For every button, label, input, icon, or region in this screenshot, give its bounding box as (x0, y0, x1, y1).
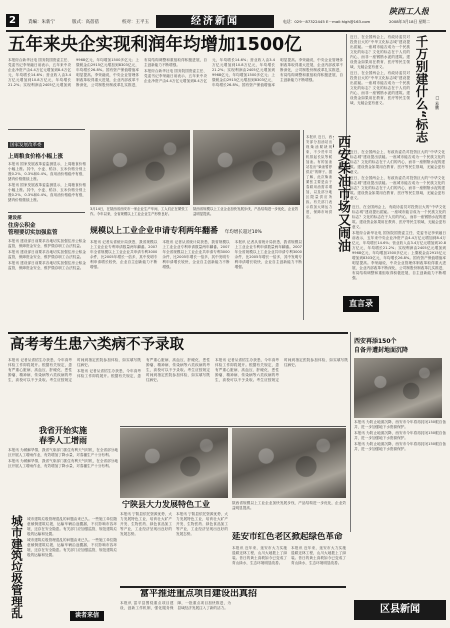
mid-right-text (250, 255, 300, 320)
photo-caption-1: 3月14日，在陕西省西安市一家企业生产车间，工人们正在紧张工作。今年以来，全省规模以上工业企业生产形势良好。 (90, 207, 189, 216)
factory-photo-2 (193, 130, 300, 205)
industry-headline: 规模以上工业企业申请专利两年翻番 年均增长超过10% (90, 226, 262, 235)
xian-divider (303, 130, 304, 320)
environment-body: 本报讯 为缓解旱情，我省气象部门抓住有利天气时机，在全省部分地区开展人工增雨作业，有效增加了降水量，对春播生产十分有利。 本报讯 为缓解旱情，我省气象部门抓住有利天气时机，在全省部分地区开展人工增雨作业，有效增加了降水量，对春播生产十分有利。 (8, 448, 118, 468)
paper-logo: 陕西工人报 (389, 6, 429, 16)
header-rule (6, 30, 446, 32)
sidebar-headline: 城市建筑垃圾管理乱 (10, 515, 24, 619)
bottom-rule (120, 586, 346, 588)
environment-headline: 我省开始实施 春季人工增雨 (39, 426, 87, 445)
left-brief-2 (8, 215, 86, 315)
gaokao-rule (8, 332, 348, 334)
right-column-text: 近日，在全国两会上，有政协委员对投资巨大的“中华文化标志城”建设提出质疑。一座城市能否成为一个民族文化的标志？文化的标志在于人们的内心，而非一座钢筋水泥的建筑。建设资金如果用在教育、医疗等民生领域，无疑会更有意义。 本报综合新华社电 国务院国资委主任、党委书记李荣融日前表示，五年来中央企业净资产由4.4万亿元增加到8.4万亿元，年均增长14.6%；营业收入由3.4万亿元增加到10.8万亿元，年均增长21.2%；实现利润由2405亿元增加到9968亿元，年均增加1500多亿元；上缴税金由2915亿元增加到8303亿元，年均增长26.8%。国有资产保值增值率明显提高。李荣融说，中央企业管理体制改革取得重大进展，企业内部改革不断深化，公司制股份制改革扎实推进，布局结构调整和重组取得积极进展，自主创新能力不断增强。 (352, 205, 446, 280)
bottom-headline: 富平推进重点项目建设出真招 (140, 589, 258, 599)
photo-caption-2: 陕西省规模以上工业企业加快发展步伐，产品结构进一步优化，企业效益明显提高。 (193, 207, 299, 216)
left-brief-rule (8, 129, 85, 130)
yanan-caption: 陕西省规模以上工业企业加快发展步伐，产品结构进一步优化，企业效益明显提高。 (232, 501, 346, 510)
xian-garbage-divider (350, 332, 351, 532)
sidebar-box (8, 515, 118, 623)
industry-subtitle: 年均增长超过10% (224, 230, 262, 235)
brief-body: 本报讯 国家发展改革委监测显示，上周粮食价格小幅上涨。其中，小麦、稻谷、玉米价格分别上涨0.2%、0.3%和0.4%。食用油价格稳中有涨，猪肉价格继续上涨。 本报讯 国家发展改革委监测显示，上周粮食价格小幅上涨。其中，小麦、稻谷、玉米价格分别上涨0.2%、0.3%和0.4%。食用油价格稳中有涨，猪肉价格继续上涨。 (8, 162, 86, 202)
brief-label: 国家发展改革委 (10, 143, 42, 148)
environment-box (8, 426, 118, 514)
editor-credit: 責編：朱新宁 (28, 20, 55, 25)
left-brief-rule-2 (8, 212, 85, 213)
sidebar-body: 城市建筑垃圾管理混乱的问题由来已久。一些施工单位随意倾倒建筑垃圾，运输车辆沿途撒漏，不仅影响市容环境，还存在安全隐患。有关部门应加强监管，规范建筑垃圾的运输和处置。 城市建筑垃圾管理混乱的问题由来已久。一些施工单位随意倾倒建筑垃圾，运输车辆沿途撒漏，不仅影响市容环境，还存在安全隐患。有关部门应加强监管，规范建筑垃圾的运输和处置。 (27, 517, 117, 557)
commentary-body: 近日，在全国两会上，有政协委员对投资巨大的“中华文化标志城”建设提出质疑。一座城市能否成为一个民族文化的标志？文化的标志在于人们的内心，而非一座钢筋水泥的建筑。建设资金如果用在教育、医疗等民生领域，无疑会更有意义。 近日，在全国两会上，有政协委员对投资巨大的“中华文化标志城”建设提出质疑。一座城市能否成为一个民族文化的标志？文化的标志在于人们的内心，而非一座钢筋水泥的建筑。建设资金如果用在教育、医疗等民生领域，无疑会更有意义。 (350, 150, 445, 200)
industry-body: 本报讯 记者从省统计局获悉，我省规模以上工业企业专利申请数量两年翻番。2007年全省规模以上工业企业共申请专利3000余件，比2005年增长一倍多，其中发明专利申请增长较快，企业自主创新能力不断增强。 本报讯 记者从省统计局获悉，我省规模以上工业企业专利申请数量两年翻番。2007年全省规模以上工业企业共申请专利3000余件，比2005年增长一倍多，其中发明专利申请增长较快，企业自主创新能力不断增强。 本报讯 记者从省统计局获悉，我省规模以上工业企业专利申请数量两年翻番。2007年全省规模以上工业企业共申请专利3000余件，比2005年增长一倍多，其中发明专利申请增长较快，企业自主创新能力不断增强。 (90, 240, 302, 269)
brief-title: 上周粮食价格小幅上涨 (8, 154, 64, 160)
reader-letters-label: 读者来信 (70, 611, 104, 621)
bottom-body: 本报讯 富平县围绕重点项目建设，创新工作机制，强化服务保障，一批重点项目加快推进，为县域经济发展注入了新的活力。 (120, 601, 231, 610)
book-stamp: 直言录 (343, 296, 379, 312)
brief-label: 建设部 (8, 216, 22, 221)
ningxiang-body: 本报讯 宁陕县依托资源优势，大力发展特色工业，培育壮大矿产开发、生物医药、绿色食品加工等产业，工业经济呈现出良好的发展态势。 本报讯 宁陕县依托资源优势，大力发展特色工业，培育壮大矿产开发、生物医药、绿色食品加工等产业，工业经济呈现出良好的发展态势。 (120, 512, 228, 536)
ningxiang-headline: 宁陕县大力发展特色工业 (122, 500, 210, 509)
lead-headline: 五年来央企实现利润年均增加1500亿 (8, 35, 302, 55)
masthead-bar (6, 5, 446, 29)
commentary-title: 千万别建什么“标志 (414, 35, 429, 144)
proof-credit: 校对：王平玉 (122, 20, 149, 25)
xian-garbage-body: 本报讯 为防止地面沉降，西安市今年将再封闭150眼自备井，进一步加强地下水资源保护。 本报讯 为防止地面沉降，西安市今年将再封闭150眼自备井，进一步加强地下水资源保护。 本报讯 为防止地面沉降，西安市今年将再封闭150眼自备井，进一步加强地下水资源保护。 (354, 420, 446, 451)
xian-garbage-headline: 西安再添150个 自备井遭封地面沉降 (354, 338, 409, 354)
well-photo (354, 358, 442, 418)
yanan-body: 本报讯 近年来，延安市大力实施退耕还林工程，山川大地披上了绿装。昔日的黄土高坡如今已变成了青山绿水，生态环境明显改善。 本报讯 近年来，延安市大力实施退耕还林工程，山川大地披上了绿装。昔日的黄土高坡如今已变成了青山绿水，生态环境明显改善。 (232, 546, 346, 565)
left-brief-1 (8, 131, 86, 211)
lead-body: 本报综合新华社电 国务院国资委主任、党委书记李荣融日前表示，五年来中央企业净资产由4.4万亿元增加到8.4万亿元，年均增长14.6%；营业收入由3.4万亿元增加到10.8万亿元，年均增长21.2%；实现利润由2405亿元增加到9968亿元，年均增加1500多亿元；上缴税金由2915亿元增加到8303亿元，年均增长26.8%。国有资产保值增值率明显提高。李荣融说，中央企业管理体制改革取得重大进展，企业内部改革不断深化，公司制股份制改革扎实推进，布局结构调整和重组取得积极进展，自主创新能力不断增强。 本报综合新华社电 国务院国资委主任、党委书记李荣融日前表示，五年来中央企业净资产由4.4万亿元增加到8.4万亿元，年均增长14.6%；营业收入由3.4万亿元增加到10.8万亿元，年均增长21.2%；实现利润由2405亿元增加到9968亿元，年均增加1500多亿元；上缴税金由2915亿元增加到8303亿元，年均增长26.8%。国有资产保值增值率明显提高。李荣融说，中央企业管理体制改革取得重大进展，企业内部改革不断深化，公司制股份制改革扎实推进，布局结构调整和重组取得积极进展，自主创新能力不断增强。 (8, 58, 343, 87)
xian-body: 本报讯 近日，西安部分加油站出现柴油紧缺现象，不少货车司机排起长队等候加油。有的加油站挂出“柴油暂停供应”的牌子。据了解，此次柴油紧张主要是由于春耕用油需求增加，以及部分地区限量供应所致。有关部门表示将加大调运力度，保障市场供应。 (306, 135, 332, 219)
district-news-tag: 区县新闻 (354, 600, 446, 620)
worker-photo-3 (120, 428, 228, 498)
commentary-body-left: 近日，在全国两会上，有政协委员对投资巨大的“中华文化标志城”建设提出质疑。一座城市能否成为一个民族文化的标志？文化的标志在于人们的内心，而非一座钢筋水泥的建筑。建设资金如果用在教育、医疗等民生领域，无疑会更有意义。 近日，在全国两会上，有政协委员对投资巨大的“中华文化标志城”建设提出质疑。一座城市能否成为一个民族文化的标志？文化的标志在于人们的内心，而非一座钢筋水泥的建筑。建设资金如果用在教育、医疗等民生领域，无疑会更有意义。 (350, 35, 410, 105)
yanan-headline: 延安市红色老区掀起绿色革命 (232, 532, 343, 542)
issue-date: 2008年3月18日 星期二 (389, 19, 430, 24)
layout-credit: 版式：高蓓蓓 (72, 20, 99, 25)
gaokao-body: 本报讯 记者从省招生办获悉，今年高考体检工作即将展开。根据有关规定，患有严重心脏病、高血压、肝硬化、恶性肿瘤、精神病、传染病等六类疾病的考生，高校可以不予录取。考生应按规定时间到指定医院参加体检，如实填写既往病史。 本报讯 记者从省招生办获悉，今年高考体检工作即将展开。根据有关规定，患有严重心脏病、高血压、肝硬化、恶性肿瘤、精神病、传染病等六类疾病的考生，高校可以不予录取。考生应按规定时间到指定医院参加体检，如实填写既往病史。 本报讯 记者从省招生办获悉，今年高考体检工作即将展开。根据有关规定，患有严重心脏病、高血压、肝硬化、恶性肿瘤、精神病、传染病等六类疾病的考生，高校可以不予录取。考生应按规定时间到指定医院参加体检，如实填写既往病史。 (8, 358, 348, 382)
page-number: 2 (6, 14, 19, 27)
xian-title: 西安柴油市场又闹油 (335, 135, 350, 252)
gaokao-headline: 高考考生患六类病不予录取 (10, 337, 184, 353)
worker-photo-4 (232, 428, 346, 498)
brief-title: 住房公积金 管理要切实加强监管 (8, 223, 58, 236)
contact-info: 电话：029－87322445 E－mail:hlgh@163.com (283, 19, 371, 24)
factory-photo-1 (90, 130, 190, 205)
section-banner: 经济新闻 (156, 15, 274, 28)
commentary-byline: □ 易鹏 (435, 95, 440, 110)
ningxiang-rule (120, 426, 346, 427)
brief-body: 本报讯 建设部日前要求各地切实加强住房公积金监管，保障资金安全，维护缴存职工合法权益。 本报讯 建设部日前要求各地切实加强住房公积金监管，保障资金安全，维护缴存职工合法权益。 本报讯 建设部日前要求各地切实加强住房公积金监管，保障资金安全，维护缴存职工合法权益。 (8, 239, 86, 270)
